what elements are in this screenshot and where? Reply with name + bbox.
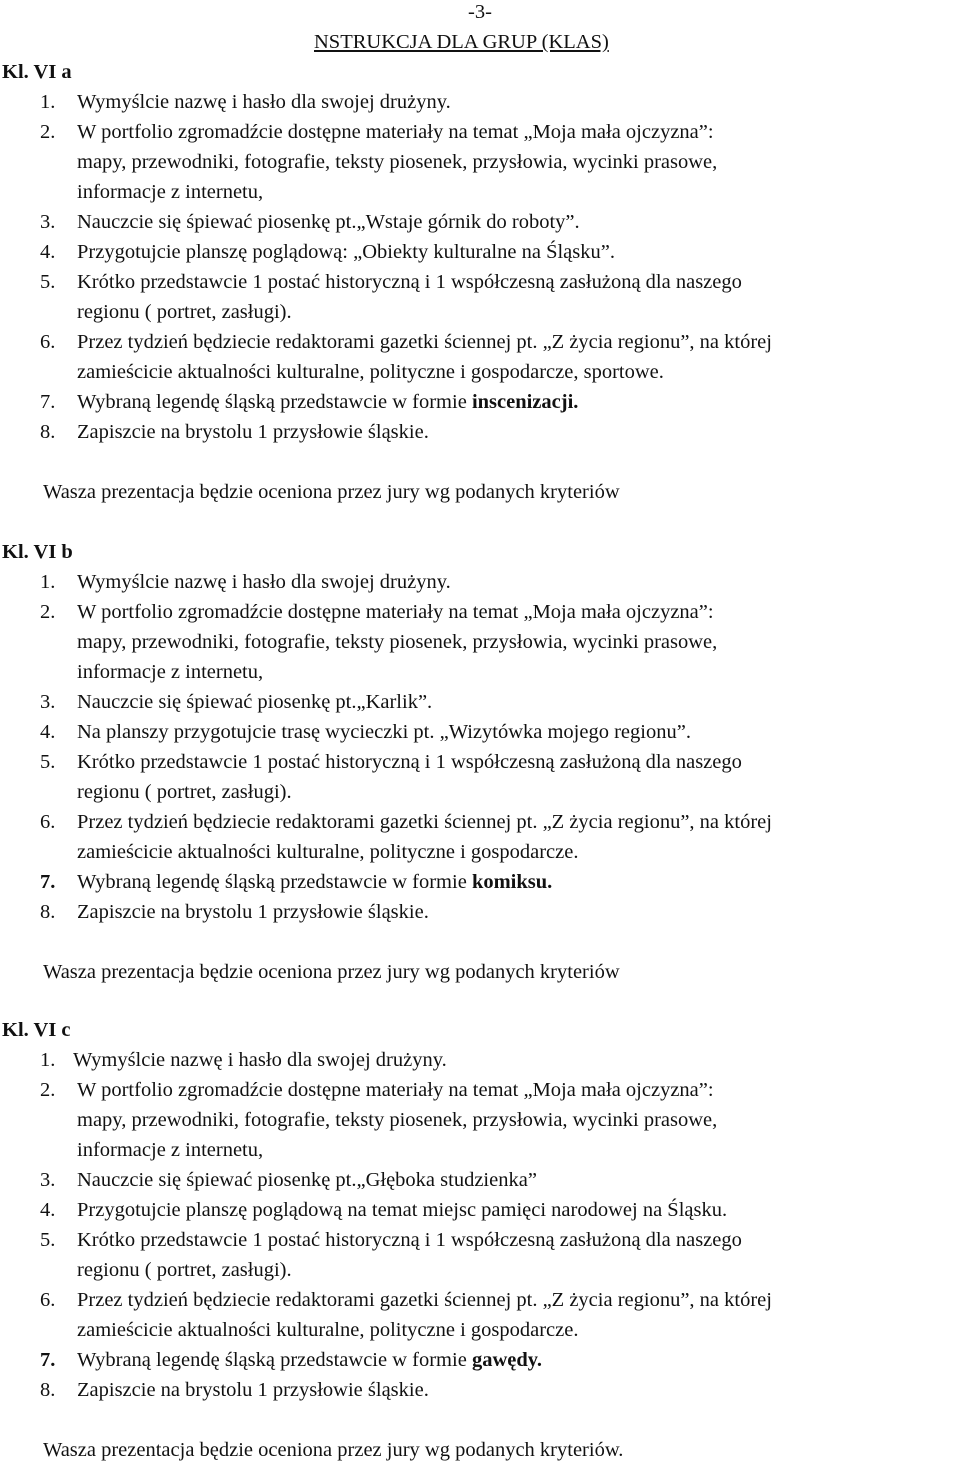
list-item-text: regionu ( portret, zasługi). [77, 1259, 292, 1281]
list-item-text: mapy, przewodniki, fotografie, teksty piosenek, przysłowia, wycinki prasowe, [77, 151, 718, 173]
page-title: NSTRUKCJA DLA GRUP (KLAS) [314, 31, 609, 53]
list-item-number: 2. [40, 601, 56, 623]
list-item-number: 7. [40, 391, 56, 413]
list-item-text: Krótko przedstawcie 1 postać historyczną i 1 współczesną zasłużoną dla naszego [77, 271, 742, 293]
list-item-text: Nauczcie się śpiewać piosenkę pt.„Głęboka studzienka” [77, 1169, 537, 1191]
list-item-text: Wymyślcie nazwę i hasło dla swojej drużyny. [73, 1049, 447, 1071]
list-item-number: 2. [40, 121, 56, 143]
list-item-text [77, 1348, 542, 1372]
list-item-text: Przez tydzień będziecie redaktorami gazetki ściennej pt. „Z życia regionu”, na której [77, 811, 772, 833]
list-item-number: 8. [40, 421, 56, 443]
list-item-text: Zapiszcie na brystolu 1 przysłowie śląskie. [77, 901, 429, 923]
list-item-text: Wymyślcie nazwę i hasło dla swojej drużyny. [77, 571, 451, 593]
list-item-text: Krótko przedstawcie 1 postać historyczną i 1 współczesną zasłużoną dla naszego [77, 751, 742, 773]
list-item-text: W portfolio zgromadźcie dostępne materiały na temat „Moja mała ojczyzna”: [77, 1079, 714, 1101]
list-item-number: 4. [40, 241, 56, 263]
list-item-number: 6. [40, 1289, 56, 1311]
list-item-number: 7. [40, 1349, 56, 1371]
item-lead-text: Wybraną legendę śląską przedstawcie w formie [77, 391, 472, 413]
list-item-text: Krótko przedstawcie 1 postać historyczną i 1 współczesną zasłużoną dla naszego [77, 1229, 742, 1251]
list-item-number: 5. [40, 1229, 56, 1251]
list-item-number: 1. [40, 571, 56, 593]
section-heading-vi-b: Kl. VI b [2, 541, 73, 563]
list-item-text: Przygotujcie planszę poglądową na temat miejsc pamięci narodowej na Śląsku. [77, 1199, 728, 1221]
list-item-text: mapy, przewodniki, fotografie, teksty piosenek, przysłowia, wycinki prasowe, [77, 631, 718, 653]
list-item-text: W portfolio zgromadźcie dostępne materiały na temat „Moja mała ojczyzna”: [77, 601, 714, 623]
list-item-text: zamieścicie aktualności kulturalne, polityczne i gospodarcze, sportowe. [77, 361, 664, 383]
list-item-text: informacje z internetu, [77, 181, 264, 203]
list-item-number: 4. [40, 1199, 56, 1221]
list-item-number: 5. [40, 271, 56, 293]
section-heading-vi-a: Kl. VI a [2, 61, 72, 83]
list-item-text: informacje z internetu, [77, 661, 264, 683]
list-item-text: Na planszy przygotujcie trasę wycieczki pt. „Wizytówka mojego regionu”. [77, 721, 691, 743]
list-item-number: 5. [40, 751, 56, 773]
list-item-number: 7. [40, 871, 56, 893]
list-item-number: 4. [40, 721, 56, 743]
list-item-number: 3. [40, 691, 56, 713]
list-item-number: 1. [40, 91, 56, 113]
list-item-text: regionu ( portret, zasługi). [77, 301, 292, 323]
list-item-text: Przez tydzień będziecie redaktorami gazetki ściennej pt. „Z życia regionu”, na której [77, 331, 772, 353]
list-item-number: 6. [40, 811, 56, 833]
evaluation-note: Wasza prezentacja będzie oceniona przez jury wg podanych kryteriów. [43, 1439, 624, 1461]
list-item-text: Zapiszcie na brystolu 1 przysłowie śląskie. [77, 1379, 429, 1401]
evaluation-note: Wasza prezentacja będzie oceniona przez jury wg podanych kryteriów [43, 481, 620, 503]
item-bold-text: komiksu. [471, 871, 553, 893]
list-item-number: 8. [40, 901, 56, 923]
list-item-text: zamieścicie aktualności kulturalne, polityczne i gospodarcze. [77, 841, 579, 863]
list-item-text: mapy, przewodniki, fotografie, teksty piosenek, przysłowia, wycinki prasowe, [77, 1109, 718, 1131]
list-item-text: regionu ( portret, zasługi). [77, 781, 292, 803]
list-item-text: W portfolio zgromadźcie dostępne materiały na temat „Moja mała ojczyzna”: [77, 121, 714, 143]
list-item-text: Przygotujcie planszę poglądową: „Obiekty kulturalne na Śląsku”. [77, 241, 615, 263]
list-item-text: Zapiszcie na brystolu 1 przysłowie śląskie. [77, 421, 429, 443]
list-item-text [77, 870, 552, 894]
list-item-number: 3. [40, 211, 56, 233]
list-item-number: 2. [40, 1079, 56, 1101]
list-item-number: 8. [40, 1379, 56, 1401]
list-item-text: Wymyślcie nazwę i hasło dla swojej drużyny. [77, 91, 451, 113]
section-heading-vi-c: Kl. VI c [2, 1019, 71, 1041]
list-item-number: 3. [40, 1169, 56, 1191]
list-item-number: 6. [40, 331, 56, 353]
list-item-number: 1. [40, 1049, 56, 1071]
item-bold-text: inscenizacji. [471, 391, 579, 413]
list-item-text: zamieścicie aktualności kulturalne, polityczne i gospodarcze. [77, 1319, 579, 1341]
item-lead-text: Wybraną legendę śląską przedstawcie w formie [77, 1349, 472, 1371]
list-item-text: Przez tydzień będziecie redaktorami gazetki ściennej pt. „Z życia regionu”, na której [77, 1289, 772, 1311]
page-number: -3- [468, 1, 492, 23]
item-lead-text: Wybraną legendę śląską przedstawcie w formie [77, 871, 472, 893]
list-item-text: Nauczcie się śpiewać piosenkę pt.„Wstaje górnik do roboty”. [77, 211, 580, 233]
list-item-text: informacje z internetu, [77, 1139, 264, 1161]
item-bold-text: gawędy. [471, 1349, 542, 1371]
list-item-text: Nauczcie się śpiewać piosenkę pt.„Karlik”. [77, 691, 433, 713]
evaluation-note: Wasza prezentacja będzie oceniona przez jury wg podanych kryteriów [43, 961, 620, 983]
list-item-text [77, 390, 578, 414]
